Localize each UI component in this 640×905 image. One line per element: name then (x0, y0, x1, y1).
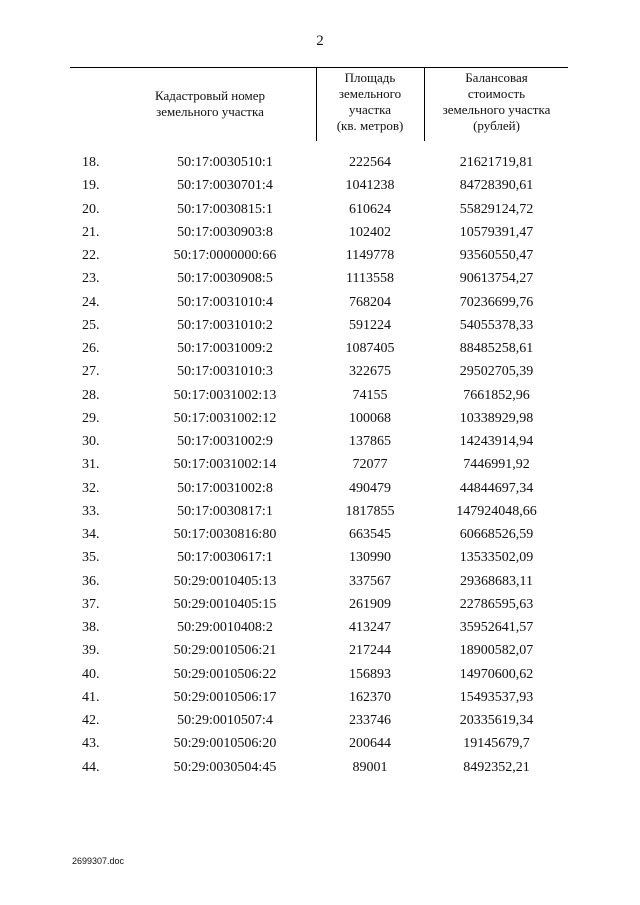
table-row (0, 315, 640, 338)
row-number: 35. (82, 550, 100, 566)
balance-value: 19145679,7 (463, 736, 530, 752)
balance-value: 10579391,47 (459, 224, 534, 240)
table-row (0, 687, 640, 710)
cadastral-number: 50:17:0031009:2 (177, 341, 273, 356)
table-row (0, 431, 640, 454)
cadastral-number: 50:17:0030815:1 (177, 201, 273, 217)
area-value: 102402 (349, 224, 391, 240)
header-rule (70, 67, 568, 68)
cadastral-number: 50:17:0030816:80 (173, 527, 277, 542)
header-line: участка (348, 102, 392, 117)
cadastral-number: 50:17:0030617:1 (177, 550, 273, 566)
table-row (0, 571, 640, 594)
area-value: 233746 (349, 713, 391, 728)
area-value: 1817855 (345, 503, 395, 519)
area-value: 137865 (349, 434, 391, 449)
row-number: 29. (82, 410, 100, 426)
header-line: (рублей) (473, 118, 520, 133)
table-row (0, 245, 640, 268)
area-value: 322675 (349, 364, 391, 380)
header-line: земельного участка (442, 102, 551, 117)
table-row (0, 710, 640, 733)
area-value: 1041238 (345, 178, 395, 194)
balance-value: 14970600,62 (459, 666, 534, 682)
balance-value: 93560550,47 (459, 248, 534, 263)
table-row (0, 617, 640, 640)
row-number: 34. (82, 527, 100, 542)
area-value: 413247 (349, 620, 391, 635)
header-line: земельного (338, 86, 402, 101)
row-number: 39. (82, 643, 100, 659)
cadastral-number: 50:17:0031010:3 (177, 364, 273, 380)
area-value: 156893 (349, 666, 391, 682)
row-number: 22. (82, 248, 100, 263)
area-value: 1087405 (345, 341, 395, 356)
area-value: 490479 (349, 480, 391, 496)
header-line: (кв. метров) (336, 118, 404, 133)
table-row (0, 733, 640, 756)
cadastral-number: 50:17:0030510:1 (177, 155, 273, 170)
row-number: 32. (82, 480, 100, 496)
area-value: 1149778 (345, 248, 395, 263)
cadastral-number: 50:17:0030701:4 (177, 178, 273, 194)
header-line: стоимость (467, 86, 526, 101)
cadastral-number: 50:17:0031002:14 (173, 457, 277, 473)
row-number: 26. (82, 341, 100, 356)
cadastral-number: 50:17:0031010:2 (177, 317, 273, 333)
column-rule (316, 67, 317, 141)
header-line: Балансовая (465, 70, 528, 85)
cadastral-number: 50:17:0031002:9 (177, 434, 273, 449)
balance-value: 7446991,92 (463, 457, 530, 473)
table-row (0, 664, 640, 687)
balance-value: 13533502,09 (459, 550, 534, 566)
balance-value: 70236699,76 (459, 294, 534, 310)
cadastral-number: 50:17:0031002:13 (173, 387, 277, 403)
cadastral-number: 50:17:0030903:8 (177, 224, 273, 240)
row-number: 24. (82, 294, 100, 310)
balance-value: 10338929,98 (459, 410, 534, 426)
table-row (0, 408, 640, 431)
row-number: 28. (82, 387, 100, 403)
row-number: 37. (82, 596, 100, 612)
table-row (0, 222, 640, 245)
area-value: 591224 (349, 317, 391, 333)
page-number: 2 (316, 33, 324, 49)
area-value: 768204 (349, 294, 391, 310)
row-number: 42. (82, 713, 100, 728)
cadastral-number: 50:17:0031010:4 (177, 294, 273, 310)
area-value: 1113558 (346, 271, 394, 287)
row-number: 19. (82, 178, 100, 194)
row-number: 36. (82, 573, 100, 589)
area-value: 162370 (349, 689, 391, 705)
cadastral-number: 50:29:0010408:2 (177, 620, 273, 635)
table-row (0, 478, 640, 501)
row-number: 18. (82, 155, 100, 170)
header-line: Площадь (344, 70, 396, 85)
cadastral-number: 50:17:0030908:5 (177, 271, 273, 287)
table-row (0, 524, 640, 547)
header-value (425, 70, 568, 134)
table-row (0, 338, 640, 361)
table-row (0, 640, 640, 663)
row-number: 33. (82, 503, 100, 519)
row-number: 20. (82, 201, 100, 217)
cadastral-number: 50:29:0010405:15 (173, 596, 277, 612)
balance-value: 29502705,39 (459, 364, 534, 380)
table-row (0, 361, 640, 384)
row-number: 25. (82, 317, 100, 333)
balance-value: 7661852,96 (463, 387, 530, 403)
area-value: 130990 (349, 550, 391, 566)
table-row (0, 268, 640, 291)
row-number: 31. (82, 457, 100, 473)
balance-value: 84728390,61 (459, 178, 534, 194)
area-value: 222564 (349, 155, 391, 170)
balance-value: 147924048,66 (456, 503, 537, 519)
row-number: 40. (82, 666, 100, 682)
balance-value: 29368683,11 (460, 573, 533, 589)
table-body (0, 152, 640, 780)
row-number: 43. (82, 736, 100, 752)
cadastral-number: 50:29:0010506:17 (173, 689, 277, 705)
row-number: 41. (82, 689, 100, 705)
balance-value: 15493537,93 (459, 689, 534, 705)
area-value: 217244 (349, 643, 391, 659)
table-row (0, 152, 640, 175)
cadastral-number: 50:29:0010507:4 (177, 713, 273, 728)
cadastral-number: 50:17:0000000:66 (173, 248, 277, 263)
area-value: 610624 (349, 201, 391, 217)
area-value: 89001 (352, 759, 388, 775)
balance-value: 14243914,94 (459, 434, 534, 449)
table-row (0, 199, 640, 222)
balance-value: 35952641,57 (459, 620, 534, 635)
cadastral-number: 50:29:0010506:20 (173, 736, 277, 752)
area-value: 100068 (349, 410, 391, 426)
table-row (0, 547, 640, 570)
balance-value: 21621719,81 (459, 155, 534, 170)
cadastral-number: 50:29:0010506:21 (173, 643, 277, 659)
area-value: 74155 (352, 387, 388, 403)
balance-value: 55829124,72 (459, 201, 534, 217)
row-number: 23. (82, 271, 100, 287)
balance-value: 90613754,27 (459, 271, 534, 287)
row-number: 21. (82, 224, 100, 240)
table-row (0, 757, 640, 780)
cadastral-number: 50:29:0030504:45 (173, 759, 277, 775)
table-row (0, 501, 640, 524)
balance-value: 60668526,59 (459, 527, 534, 542)
row-number: 30. (82, 434, 100, 449)
balance-value: 54055378,33 (459, 317, 534, 333)
row-number: 44. (82, 759, 100, 775)
area-value: 72077 (352, 457, 388, 473)
table-row (0, 292, 640, 315)
header-line: земельного участка (156, 104, 264, 119)
header-line: Кадастровый номер (154, 88, 266, 103)
area-value: 663545 (349, 527, 391, 542)
row-number: 27. (82, 364, 100, 380)
cadastral-number: 50:17:0031002:8 (177, 480, 273, 496)
area-value: 337567 (349, 573, 391, 589)
cadastral-number: 50:17:0031002:12 (173, 410, 277, 426)
row-number: 38. (82, 620, 100, 635)
area-value: 200644 (349, 736, 391, 752)
cadastral-number: 50:17:0030817:1 (177, 503, 273, 519)
balance-value: 88485258,61 (459, 341, 534, 356)
balance-value: 8492352,21 (463, 759, 530, 775)
table-row (0, 385, 640, 408)
table-row (0, 454, 640, 477)
cadastral-number: 50:29:0010506:22 (173, 666, 277, 682)
area-value: 261909 (349, 596, 391, 612)
footer-doc-code: 2699307.doc (72, 856, 125, 866)
balance-value: 44844697,34 (459, 480, 534, 496)
balance-value: 18900582,07 (459, 643, 534, 659)
table-row (0, 175, 640, 198)
cadastral-number: 50:29:0010405:13 (173, 573, 277, 589)
table-row (0, 594, 640, 617)
balance-value: 20335619,34 (459, 713, 534, 728)
balance-value: 22786595,63 (459, 596, 534, 612)
header-cadastral (130, 88, 290, 120)
header-area (318, 70, 422, 134)
